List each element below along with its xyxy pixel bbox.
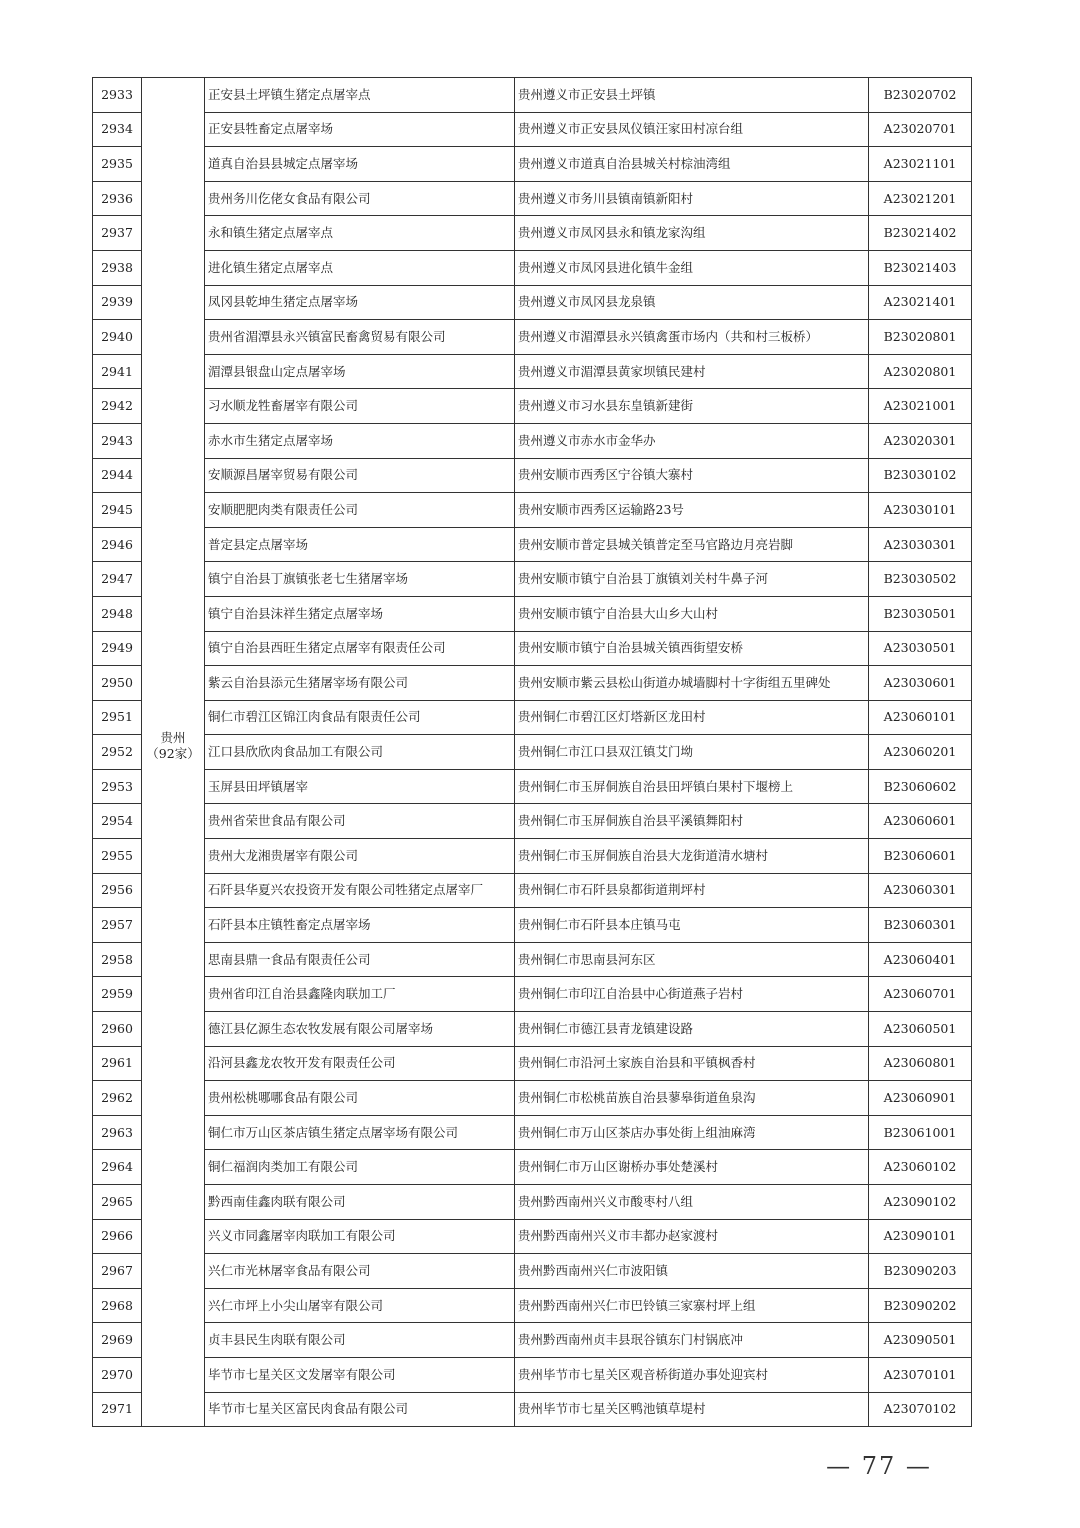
certificate-code-cell: A23060401 [869, 942, 972, 977]
address-cell: 贵州安顺市普定县城关镇普定至马官路边月亮岩脚 [515, 527, 869, 562]
address-cell: 贵州毕节市七星关区观音桥街道办事处迎宾村 [515, 1357, 869, 1392]
table-row [93, 596, 972, 631]
serial-number-cell: 2933 [93, 78, 142, 113]
enterprise-name-cell: 铜仁市万山区茶店镇生猪定点屠宰场有限公司 [205, 1115, 515, 1150]
certificate-code-cell: B23090203 [869, 1254, 972, 1289]
serial-number-cell: 2952 [93, 735, 142, 770]
enterprise-name-cell: 安顺源昌屠宰贸易有限公司 [205, 458, 515, 493]
enterprise-name-cell: 思南县鼎一食品有限责任公司 [205, 942, 515, 977]
table-row [93, 423, 972, 458]
serial-number-cell: 2956 [93, 873, 142, 908]
certificate-code-cell: B23030102 [869, 458, 972, 493]
address-cell: 贵州铜仁市万山区茶店办事处街上组油麻湾 [515, 1115, 869, 1150]
address-cell: 贵州铜仁市玉屏侗族自治县田坪镇白果村下堰榜上 [515, 769, 869, 804]
serial-number-cell: 2957 [93, 908, 142, 943]
certificate-code-cell: A23030301 [869, 527, 972, 562]
certificate-code-cell: A23021201 [869, 181, 972, 216]
address-cell: 贵州毕节市七星关区鸭池镇草堤村 [515, 1392, 869, 1427]
address-cell: 贵州安顺市镇宁自治县丁旗镇刘关村牛鼻子河 [515, 562, 869, 597]
table-row [93, 389, 972, 424]
table-body [93, 78, 972, 1427]
certificate-code-cell: A23060301 [869, 873, 972, 908]
certificate-code-cell: A23030601 [869, 666, 972, 701]
serial-number-cell: 2948 [93, 596, 142, 631]
enterprise-name-cell: 正安县牲畜定点屠宰场 [205, 112, 515, 147]
address-cell: 贵州遵义市务川县镇南镇新阳村 [515, 181, 869, 216]
enterprise-name-cell: 铜仁市碧江区锦江肉食品有限责任公司 [205, 700, 515, 735]
certificate-code-cell: B23021402 [869, 216, 972, 251]
serial-number-cell: 2961 [93, 1046, 142, 1081]
enterprise-name-cell: 石阡县本庄镇牲畜定点屠宰场 [205, 908, 515, 943]
enterprise-name-cell: 黔西南佳鑫肉联有限公司 [205, 1185, 515, 1220]
serial-number-cell: 2963 [93, 1115, 142, 1150]
address-cell: 贵州铜仁市沿河土家族自治县和平镇枫香村 [515, 1046, 869, 1081]
serial-number-cell: 2935 [93, 147, 142, 182]
table-row [93, 320, 972, 355]
enterprise-name-cell: 赤水市生猪定点屠宰场 [205, 423, 515, 458]
serial-number-cell: 2970 [93, 1357, 142, 1392]
table-row [93, 112, 972, 147]
certificate-code-cell: B23061001 [869, 1115, 972, 1150]
serial-number-cell: 2934 [93, 112, 142, 147]
enterprise-name-cell: 湄潭县银盘山定点屠宰场 [205, 354, 515, 389]
certificate-code-cell: A23020801 [869, 354, 972, 389]
certificate-code-cell: A23070101 [869, 1357, 972, 1392]
address-cell: 贵州安顺市西秀区宁谷镇大寨村 [515, 458, 869, 493]
certificate-code-cell: B23060602 [869, 769, 972, 804]
table-row [93, 216, 972, 251]
table-row [93, 147, 972, 182]
enterprise-name-cell: 玉屏县田坪镇屠宰 [205, 769, 515, 804]
table-row [93, 1046, 972, 1081]
certificate-code-cell: B23060301 [869, 908, 972, 943]
page-number: — 77 — [826, 1452, 932, 1480]
address-cell: 贵州遵义市正安县土坪镇 [515, 78, 869, 113]
serial-number-cell: 2939 [93, 285, 142, 320]
table-row [93, 1185, 972, 1220]
certificate-code-cell: A23060101 [869, 700, 972, 735]
enterprise-name-cell: 贵州松桃哪哪食品有限公司 [205, 1081, 515, 1116]
table-row [93, 873, 972, 908]
table-row [93, 700, 972, 735]
certificate-code-cell: A23060601 [869, 804, 972, 839]
address-cell: 贵州黔西南州贞丰县珉谷镇东门村锅底冲 [515, 1323, 869, 1358]
table-row [93, 250, 972, 285]
certificate-code-cell: A23070102 [869, 1392, 972, 1427]
address-cell: 贵州遵义市凤冈县永和镇龙家沟组 [515, 216, 869, 251]
serial-number-cell: 2949 [93, 631, 142, 666]
table-row [93, 285, 972, 320]
enterprise-name-cell: 沿河县鑫龙农牧开发有限责任公司 [205, 1046, 515, 1081]
serial-number-cell: 2967 [93, 1254, 142, 1289]
serial-number-cell: 2950 [93, 666, 142, 701]
certificate-code-cell: B23030501 [869, 596, 972, 631]
serial-number-cell: 2945 [93, 493, 142, 528]
table-row [93, 1081, 972, 1116]
table-row [93, 977, 972, 1012]
certificate-code-cell: A23030501 [869, 631, 972, 666]
address-cell: 贵州遵义市正安县凤仪镇汪家田村凉台组 [515, 112, 869, 147]
address-cell: 贵州铜仁市江口县双江镇艾门坳 [515, 735, 869, 770]
enterprise-name-cell: 贵州省湄潭县永兴镇富民畜禽贸易有限公司 [205, 320, 515, 355]
address-cell: 贵州黔西南州兴仁市波阳镇 [515, 1254, 869, 1289]
serial-number-cell: 2947 [93, 562, 142, 597]
address-cell: 贵州黔西南州兴仁市巴铃镇三家寨村坪上组 [515, 1288, 869, 1323]
enterprise-name-cell: 紫云自治县添元生猪屠宰场有限公司 [205, 666, 515, 701]
enterprise-name-cell: 镇宁自治县沫祥生猪定点屠宰场 [205, 596, 515, 631]
serial-number-cell: 2971 [93, 1392, 142, 1427]
serial-number-cell: 2946 [93, 527, 142, 562]
table-row [93, 1012, 972, 1047]
province-count: （92家） [146, 746, 200, 761]
table-row [93, 942, 972, 977]
enterprise-name-cell: 安顺肥肥肉类有限责任公司 [205, 493, 515, 528]
certificate-code-cell: A23060201 [869, 735, 972, 770]
address-cell: 贵州安顺市西秀区运输路23号 [515, 493, 869, 528]
table-row [93, 458, 972, 493]
serial-number-cell: 2958 [93, 942, 142, 977]
table-row [93, 527, 972, 562]
certificate-code-cell: B23021403 [869, 250, 972, 285]
serial-number-cell: 2951 [93, 700, 142, 735]
certificate-code-cell: B23090202 [869, 1288, 972, 1323]
address-cell: 贵州铜仁市玉屏侗族自治县平溪镇舞阳村 [515, 804, 869, 839]
table-row [93, 1115, 972, 1150]
address-cell: 贵州铜仁市玉屏侗族自治县大龙街道清水塘村 [515, 839, 869, 874]
enterprise-name-cell: 贵州务川仡佬女食品有限公司 [205, 181, 515, 216]
table-row [93, 181, 972, 216]
address-cell: 贵州安顺市镇宁自治县城关镇西街望安桥 [515, 631, 869, 666]
table-row [93, 769, 972, 804]
table-row [93, 735, 972, 770]
enterprise-name-cell: 习水顺龙牲畜屠宰有限公司 [205, 389, 515, 424]
certificate-code-cell: A23021101 [869, 147, 972, 182]
address-cell: 贵州铜仁市思南县河东区 [515, 942, 869, 977]
serial-number-cell: 2964 [93, 1150, 142, 1185]
table-row [93, 631, 972, 666]
serial-number-cell: 2942 [93, 389, 142, 424]
enterprise-name-cell: 铜仁福润肉类加工有限公司 [205, 1150, 515, 1185]
certificate-code-cell: A23090102 [869, 1185, 972, 1220]
enterprise-name-cell: 贵州省印江自治县鑫隆肉联加工厂 [205, 977, 515, 1012]
table-row [93, 1288, 972, 1323]
address-cell: 贵州遵义市赤水市金华办 [515, 423, 869, 458]
enterprise-name-cell: 道真自治县县城定点屠宰场 [205, 147, 515, 182]
certificate-code-cell: A23060701 [869, 977, 972, 1012]
enterprise-name-cell: 石阡县华夏兴农投资开发有限公司牲猪定点屠宰厂 [205, 873, 515, 908]
serial-number-cell: 2968 [93, 1288, 142, 1323]
address-cell: 贵州铜仁市万山区谢桥办事处楚溪村 [515, 1150, 869, 1185]
address-cell: 贵州安顺市紫云县松山街道办城墙脚村十字街组五里碑处 [515, 666, 869, 701]
address-cell: 贵州铜仁市碧江区灯塔新区龙田村 [515, 700, 869, 735]
table-row [93, 1392, 972, 1427]
address-cell: 贵州黔西南州兴义市酸枣村八组 [515, 1185, 869, 1220]
table-row [93, 908, 972, 943]
enterprise-name-cell: 毕节市七星关区富民肉食品有限公司 [205, 1392, 515, 1427]
serial-number-cell: 2938 [93, 250, 142, 285]
slaughterhouse-table [92, 77, 972, 1427]
table-row [93, 562, 972, 597]
province-name: 贵州 [160, 730, 186, 745]
serial-number-cell: 2944 [93, 458, 142, 493]
certificate-code-cell: A23060901 [869, 1081, 972, 1116]
table-row [93, 1323, 972, 1358]
address-cell: 贵州遵义市道真自治县城关村棕油湾组 [515, 147, 869, 182]
certificate-code-cell: B23020801 [869, 320, 972, 355]
certificate-code-cell: B23030502 [869, 562, 972, 597]
address-cell: 贵州铜仁市石阡县本庄镇马屯 [515, 908, 869, 943]
serial-number-cell: 2969 [93, 1323, 142, 1358]
certificate-code-cell: A23060501 [869, 1012, 972, 1047]
serial-number-cell: 2941 [93, 354, 142, 389]
serial-number-cell: 2965 [93, 1185, 142, 1220]
table-row [93, 1219, 972, 1254]
enterprise-name-cell: 贞丰县民生肉联有限公司 [205, 1323, 515, 1358]
certificate-code-cell: A23021401 [869, 285, 972, 320]
certificate-code-cell: A23030101 [869, 493, 972, 528]
certificate-code-cell: A23090101 [869, 1219, 972, 1254]
table-row [93, 354, 972, 389]
address-cell: 贵州铜仁市石阡县泉都街道荆坪村 [515, 873, 869, 908]
serial-number-cell: 2962 [93, 1081, 142, 1116]
table-row [93, 666, 972, 701]
certificate-code-cell: A23060102 [869, 1150, 972, 1185]
table-row [93, 1254, 972, 1289]
address-cell: 贵州铜仁市德江县青龙镇建设路 [515, 1012, 869, 1047]
enterprise-name-cell: 贵州大龙湘贵屠宰有限公司 [205, 839, 515, 874]
enterprise-name-cell: 镇宁自治县丁旗镇张老七生猪屠宰场 [205, 562, 515, 597]
serial-number-cell: 2955 [93, 839, 142, 874]
certificate-code-cell: A23020701 [869, 112, 972, 147]
certificate-code-cell: B23060601 [869, 839, 972, 874]
table-row [93, 1357, 972, 1392]
enterprise-name-cell: 镇宁自治县西旺生猪定点屠宰有限责任公司 [205, 631, 515, 666]
address-cell: 贵州遵义市湄潭县永兴镇禽蛋市场内（共和村三板桥） [515, 320, 869, 355]
serial-number-cell: 2943 [93, 423, 142, 458]
certificate-code-cell: A23020301 [869, 423, 972, 458]
enterprise-name-cell: 兴义市同鑫屠宰肉联加工有限公司 [205, 1219, 515, 1254]
province-cell [142, 78, 205, 1427]
address-cell: 贵州遵义市湄潭县黄家坝镇民建村 [515, 354, 869, 389]
serial-number-cell: 2959 [93, 977, 142, 1012]
enterprise-name-cell: 毕节市七星关区文发屠宰有限公司 [205, 1357, 515, 1392]
certificate-code-cell: A23060801 [869, 1046, 972, 1081]
address-cell: 贵州遵义市凤冈县进化镇牛金组 [515, 250, 869, 285]
enterprise-name-cell: 进化镇生猪定点屠宰点 [205, 250, 515, 285]
table-row [93, 493, 972, 528]
enterprise-name-cell: 正安县土坪镇生猪定点屠宰点 [205, 78, 515, 113]
enterprise-name-cell: 贵州省荣世食品有限公司 [205, 804, 515, 839]
address-cell: 贵州安顺市镇宁自治县大山乡大山村 [515, 596, 869, 631]
serial-number-cell: 2940 [93, 320, 142, 355]
enterprise-name-cell: 凤冈县乾坤生猪定点屠宰场 [205, 285, 515, 320]
table-row [93, 1150, 972, 1185]
certificate-code-cell: A23090501 [869, 1323, 972, 1358]
enterprise-name-cell: 江口县欣欣肉食品加工有限公司 [205, 735, 515, 770]
address-cell: 贵州遵义市习水县东皇镇新建街 [515, 389, 869, 424]
enterprise-name-cell: 永和镇生猪定点屠宰点 [205, 216, 515, 251]
serial-number-cell: 2936 [93, 181, 142, 216]
serial-number-cell: 2937 [93, 216, 142, 251]
serial-number-cell: 2960 [93, 1012, 142, 1047]
serial-number-cell: 2954 [93, 804, 142, 839]
address-cell: 贵州黔西南州兴义市丰都办赵家渡村 [515, 1219, 869, 1254]
address-cell: 贵州铜仁市印江自治县中心街道燕子岩村 [515, 977, 869, 1012]
table-row [93, 78, 972, 113]
certificate-code-cell: B23020702 [869, 78, 972, 113]
serial-number-cell: 2953 [93, 769, 142, 804]
enterprise-name-cell: 兴仁市光林屠宰食品有限公司 [205, 1254, 515, 1289]
certificate-code-cell: A23021001 [869, 389, 972, 424]
enterprise-name-cell: 德江县亿源生态农牧发展有限公司屠宰场 [205, 1012, 515, 1047]
enterprise-name-cell: 兴仁市坪上小尖山屠宰有限公司 [205, 1288, 515, 1323]
serial-number-cell: 2966 [93, 1219, 142, 1254]
table-row [93, 839, 972, 874]
address-cell: 贵州遵义市凤冈县龙泉镇 [515, 285, 869, 320]
table-row [93, 804, 972, 839]
address-cell: 贵州铜仁市松桃苗族自治县蓼皋街道鱼泉沟 [515, 1081, 869, 1116]
enterprise-name-cell: 普定县定点屠宰场 [205, 527, 515, 562]
